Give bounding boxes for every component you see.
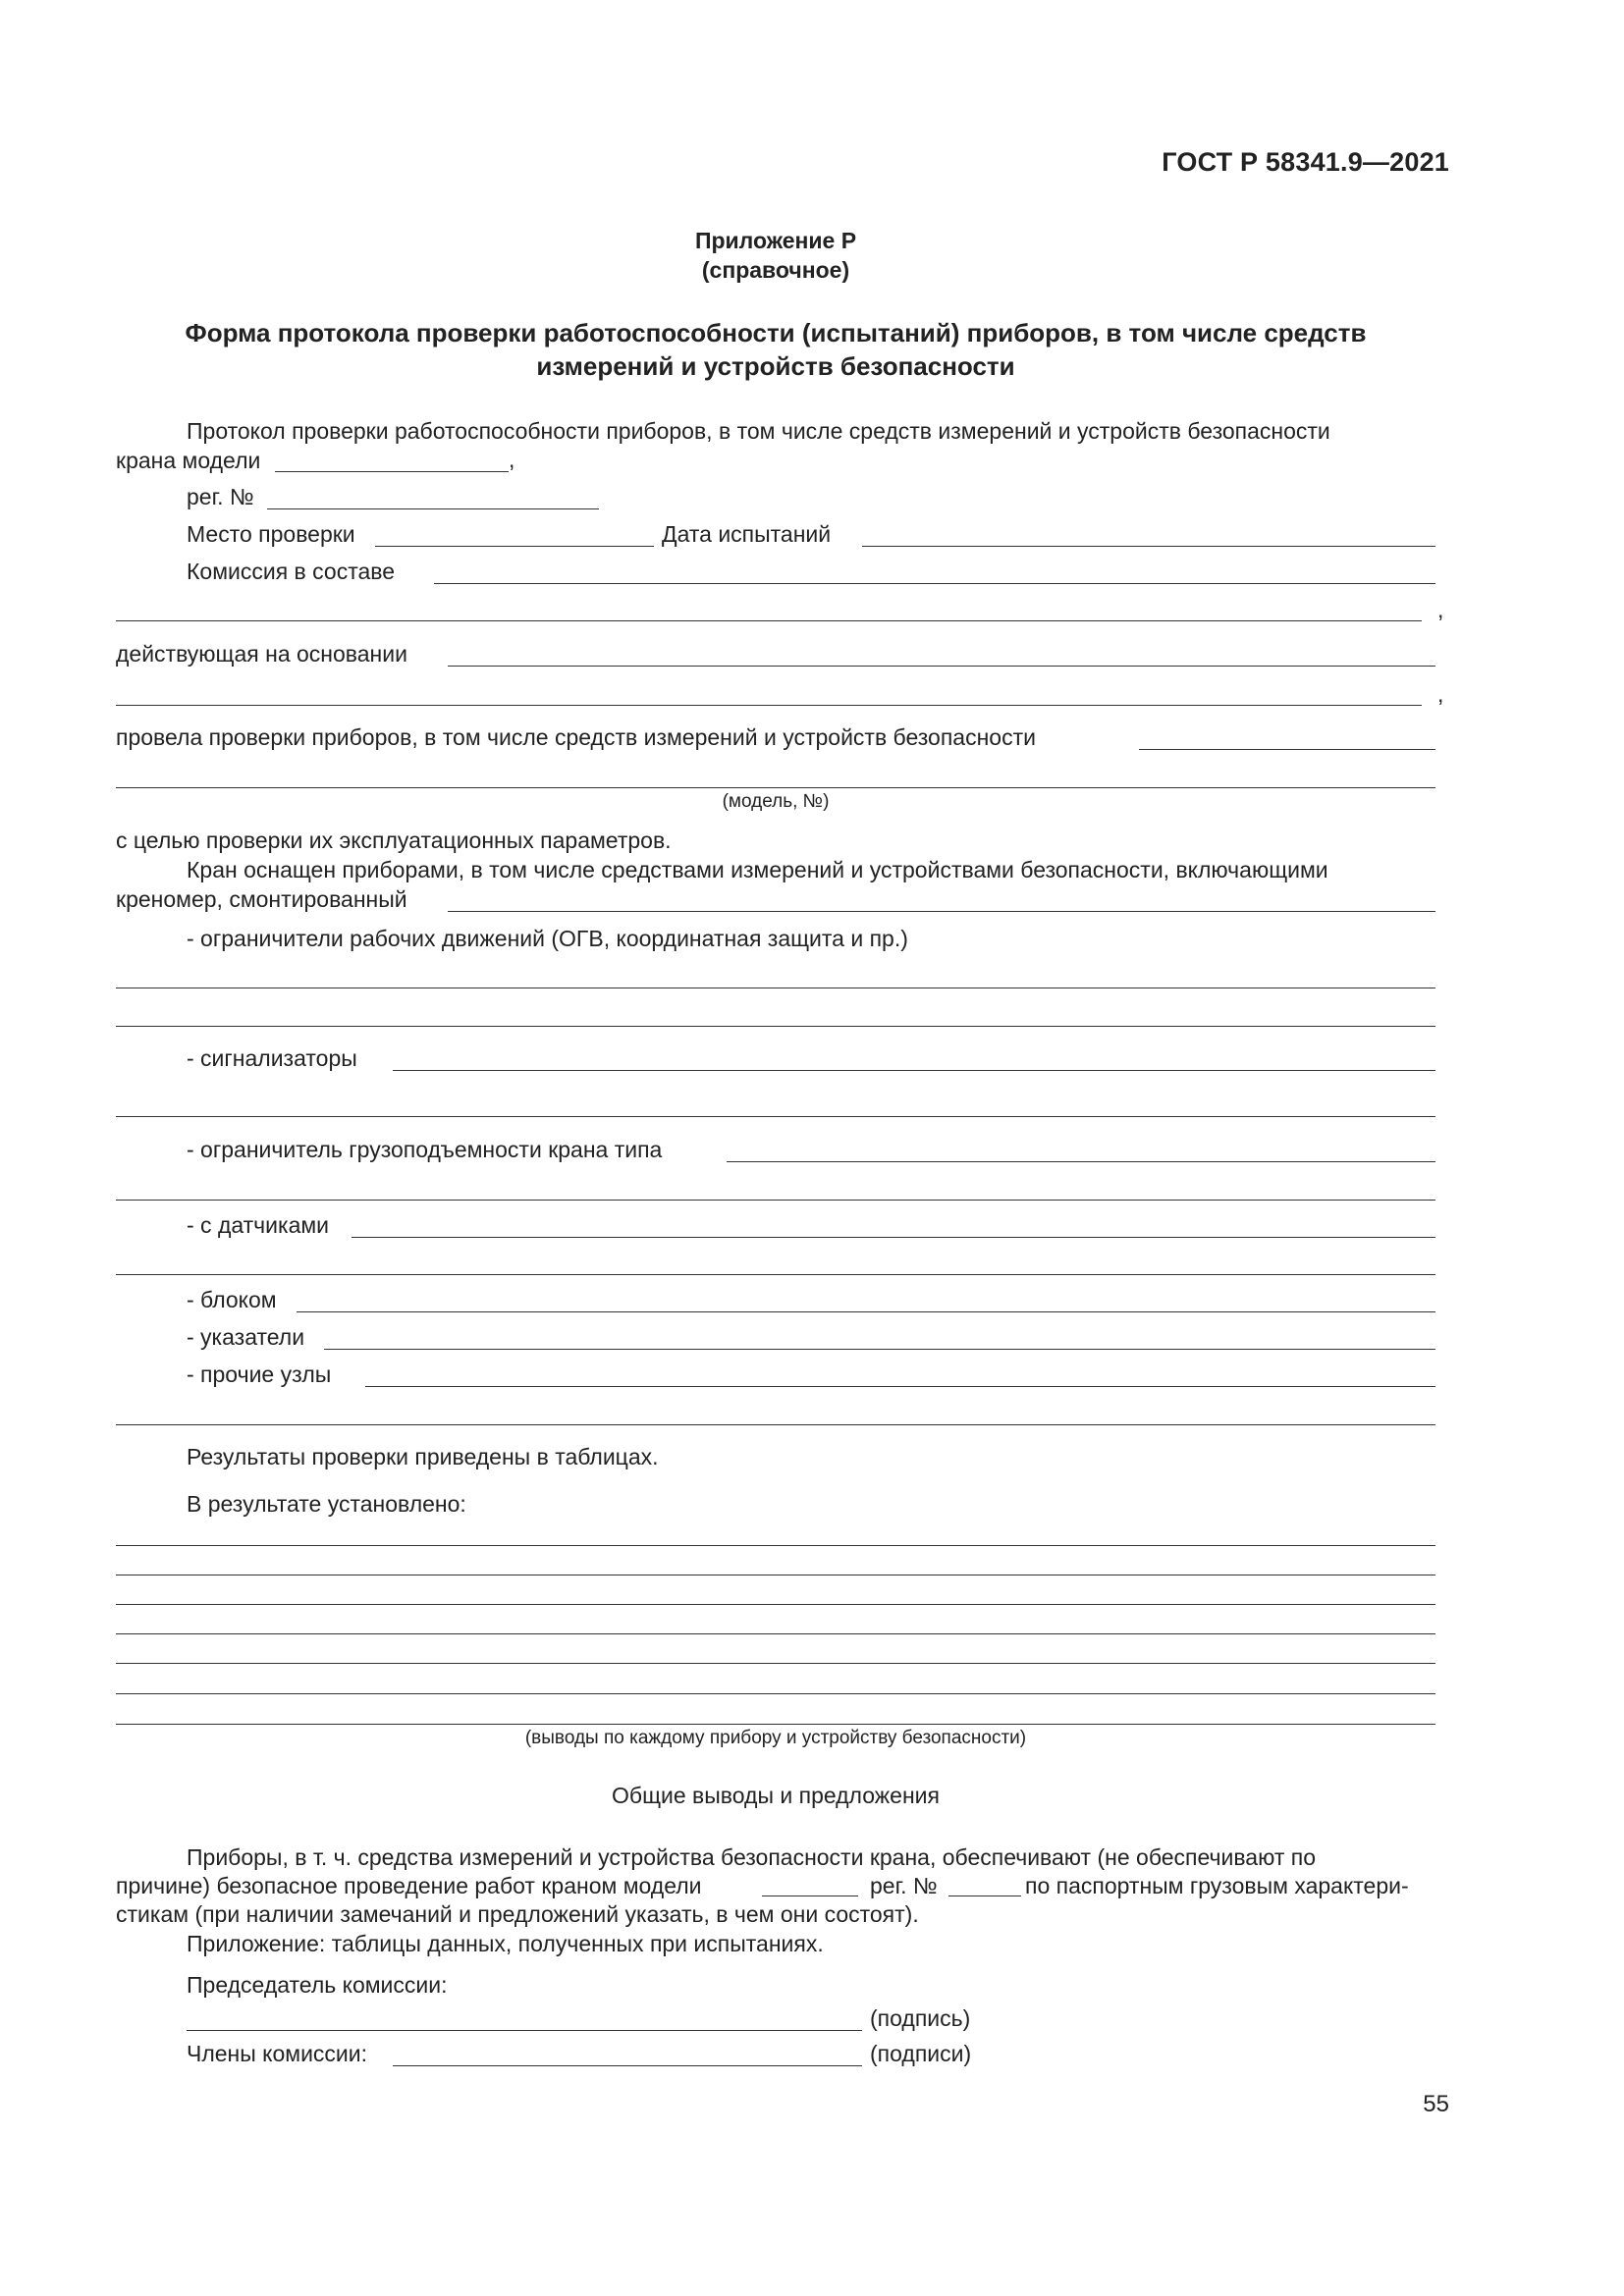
sensors-label: - с датчиками [187, 1212, 330, 1238]
performed-check-label: провела проверки приборов, в том числе средств измерений и устройств безопасности [116, 724, 1036, 750]
title-line-1: Форма протокола проверки работоспособности (испытаний) приборов, в том числе средств [185, 318, 1367, 347]
model-caption: (модель, №) [722, 791, 830, 812]
findings-line[interactable] [116, 1663, 1435, 1664]
other-units-field-cont[interactable] [116, 1424, 1435, 1425]
chairman-label: Председатель комиссии: [187, 1972, 448, 1998]
signature-label: (подпись) [870, 2005, 971, 2031]
document-title [116, 316, 1435, 383]
commission-field-cont[interactable] [116, 620, 1422, 621]
sensors-field[interactable] [352, 1237, 1435, 1238]
conclusion-line-2a: причине) безопасное проведение работ краном модели [116, 1873, 702, 1898]
signatures-label: (подписи) [870, 2041, 972, 2066]
reg-no-label: рег. № [187, 484, 254, 509]
members-label: Члены комиссии: [187, 2041, 368, 2066]
findings-line[interactable] [116, 1633, 1435, 1634]
check-place-field[interactable] [375, 546, 654, 547]
appendix-note: (справочное) [701, 257, 850, 283]
signalers-label: - сигнализаторы [187, 1045, 357, 1071]
standard-code: ГОСТ Р 58341.9—2021 [1162, 147, 1449, 177]
results-text: Результаты проверки приведены в таблицах. [187, 1444, 659, 1469]
conclusion-line-1: Приборы, в т. ч. средства измерений и устройства безопасности крана, обеспечивают (не обеспечивают по [187, 1844, 1316, 1870]
inclinometer-field[interactable] [448, 911, 1435, 912]
purpose-text: с целью проверки их эксплуатационных параметров. [116, 828, 672, 853]
conclusion-line-2b: рег. № [870, 1873, 938, 1898]
members-signature-field[interactable] [393, 2065, 862, 2066]
check-place-label: Место проверки [187, 521, 355, 547]
model-number-field[interactable] [116, 787, 1435, 788]
equipped-line-1: Кран оснащен приборами, в том числе средствами измерений и устройствами безопасности, включающими [187, 857, 1328, 882]
limiters-field-2[interactable] [116, 1026, 1435, 1027]
other-units-label: - прочие узлы [187, 1362, 332, 1387]
test-date-field[interactable] [862, 546, 1435, 547]
findings-line[interactable] [116, 1545, 1435, 1546]
load-limiter-field-cont[interactable] [116, 1200, 1435, 1201]
test-date-label: Дата испытаний [662, 521, 832, 547]
reg-no-field[interactable] [267, 508, 599, 509]
sensors-field-cont[interactable] [116, 1274, 1435, 1275]
acting-basis-field-cont[interactable] [116, 705, 1422, 706]
comma: , [1437, 681, 1444, 707]
load-limiter-field[interactable] [727, 1161, 1435, 1162]
block-field[interactable] [297, 1311, 1435, 1312]
chairman-signature-field[interactable] [187, 2030, 862, 2031]
acting-basis-field[interactable] [448, 666, 1435, 667]
indicators-field[interactable] [324, 1349, 1435, 1350]
performed-check-field[interactable] [1139, 749, 1435, 750]
appendix-heading [116, 226, 1435, 285]
attachment-text: Приложение: таблицы данных, полученных при испытаниях. [187, 1931, 824, 1956]
indicators-label: - указатели [187, 1324, 305, 1350]
findings-line[interactable] [116, 1604, 1435, 1605]
commission-field[interactable] [434, 583, 1435, 584]
conclusion-line-2c: по паспортным грузовым характери- [1025, 1873, 1409, 1898]
signalers-field-cont[interactable] [116, 1116, 1435, 1117]
load-limiter-label: - ограничитель грузоподъемности крана типа [187, 1137, 663, 1162]
comma: , [1437, 597, 1444, 622]
conclusion-line-3: стикам (при наличии замечаний и предложений указать, в чем они состоят). [116, 1901, 919, 1927]
conclusions-title: Общие выводы и предложения [612, 1783, 940, 1808]
equipped-line-2: креномер, смонтированный [116, 886, 407, 912]
findings-line[interactable] [116, 1724, 1435, 1725]
intro-line-1: Протокол проверки работоспособности приборов, в том числе средств измерений и устройств безопасности [187, 418, 1330, 444]
crane-model-field[interactable] [275, 471, 509, 472]
findings-line[interactable] [116, 1693, 1435, 1694]
acting-basis-label: действующая на основании [116, 641, 407, 667]
intro-line-2: крана модели [116, 448, 261, 473]
signalers-field[interactable] [393, 1070, 1435, 1071]
title-line-2: измерений и устройств безопасности [536, 351, 1015, 381]
commission-label: Комиссия в составе [187, 559, 396, 584]
established-text: В результате установлено: [187, 1491, 466, 1517]
page-number: 55 [1423, 2091, 1449, 2117]
other-units-field[interactable] [365, 1386, 1435, 1387]
appendix-label: Приложение Р [694, 228, 857, 253]
block-label: - блоком [187, 1287, 277, 1312]
conclusions-caption: (выводы по каждому прибору и устройству безопасности) [524, 1728, 1027, 1748]
comma: , [509, 447, 515, 472]
limiters-label: - ограничители рабочих движений (ОГВ, координатная защита и пр.) [187, 926, 908, 951]
